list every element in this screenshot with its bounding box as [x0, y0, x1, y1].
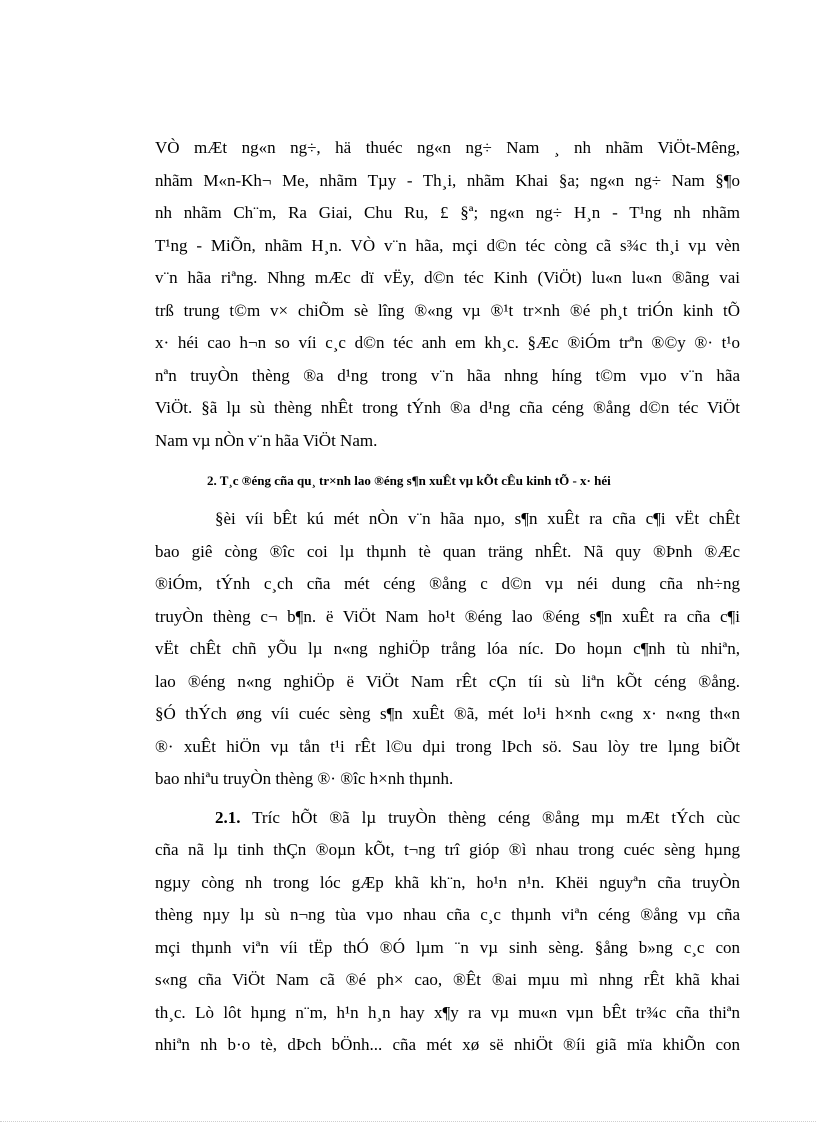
text-line: nh nhãm Ch¨m, Ra Giai, Chu Ru, £ §ª; ng«n ng÷ H¸n - T¹ng nh nhãm — [155, 203, 740, 222]
text-run: Tríc hÕt ®ã lµ truyÒn thèng céng ®ång mµ mÆt tÝch cùc — [240, 807, 740, 827]
text-line: §Ó thÝch øng víi cuéc sèng s¶n xuÊt ®ã, mét lo¹i h×nh c«ng x· n«ng th«n — [155, 704, 740, 723]
text-line: nhiªn nh b·o tè, dÞch bÖnh... cña mét xø së nhiÖt ®íi giã mïa khiÕn con — [155, 1035, 740, 1054]
text-line: s«ng cña ViÖt Nam cã ®é ph× cao, ®Êt ®ai mµu mì nhng rÊt khã khai — [155, 970, 740, 989]
text-line: ®iÓm, tÝnh c¸ch cña mét céng ®ång c d©n vµ néi dung cña nh÷ng — [155, 574, 740, 593]
paragraph-community-tradition — [155, 802, 740, 1062]
text-line: VÒ mÆt ng«n ng÷, hä thuéc ng«n ng÷ Nam ¸ nh nhãm ViÖt-Mêng, — [155, 138, 740, 157]
text-line: thèng nµy lµ sù n¬ng tùa vµo nhau cña c¸c thµnh viªn céng ®ång vµ cña — [155, 905, 740, 924]
text-line: Nam vµ nÒn v¨n hãa ViÖt Nam. — [155, 430, 378, 450]
text-line: x· héi cao h¬n so víi c¸c d©n téc anh em kh¸c. §Æc ®iÓm trªn ®©y ®· t¹o — [155, 333, 740, 352]
text-line: §èi víi bÊt kú mét nÒn v¨n hãa nµo, s¶n xuÊt ra cña c¶i vËt chÊt — [215, 509, 740, 528]
text-line: th¸c. Lò lôt hµng n¨m, h¹n h¸n hay x¶y ra vµ mu«n vµn bÊt tr¾c cña thiªn — [155, 1002, 740, 1022]
text-line — [155, 802, 740, 835]
text-line: T¹ng - MiÕn, nhãm H¸n. VÒ v¨n hãa, mçi d©n téc còng cã s¾c th¸i vµ vèn — [155, 235, 740, 255]
paragraph-production-role — [155, 503, 740, 796]
text-line: cña nã lµ tinh thÇn ®oµn kÕt, t¬ng trî gióp ®ì nhau trong cuéc sèng hµng — [155, 840, 740, 859]
paragraph-ethnic-languages — [155, 132, 740, 457]
document-body — [155, 132, 740, 1062]
subsection-number: 2.1. — [215, 807, 241, 827]
text-line: ViÖt. §ã lµ sù thèng nhÊt trong tÝnh ®a d¹ng cña céng ®ång d©n téc ViÖt — [155, 398, 740, 417]
section-heading: 2. T¸c ®éng cña qu¸ tr×nh lao ®éng s¶n xuÊt vµ kÕt cÊu kinh tÕ - x· héi — [207, 473, 611, 488]
text-line: mçi thµnh viªn víi tËp thÓ ®Ó lµm ¨n vµ sinh sèng. §ång b»ng c¸c con — [155, 937, 740, 957]
text-line: bao nhiªu truyÒn thèng ®· ®îc h×nh thµnh. — [155, 769, 454, 788]
text-line: truyÒn thèng c¬ b¶n. ë ViÖt Nam ho¹t ®éng lao ®éng s¶n xuÊt ra cña c¶i — [155, 606, 740, 626]
text-line: trß trung t©m v× chiÕm sè lîng ®«ng vµ ®¹t tr×nh ®é ph¸t triÓn kinh tÕ — [155, 300, 740, 320]
text-line: bao giê còng ®îc coi lµ thµnh tè quan träng nhÊt. Nã quy ®Þnh ®Æc — [155, 541, 740, 561]
text-line: nªn truyÒn thèng ®a d¹ng trong v¨n hãa nhng híng t©m vµo v¨n hãa — [155, 365, 740, 385]
text-line: v¨n hãa riªng. Nhng mÆc dï vËy, d©n téc Kinh (ViÖt) lu«n lu«n ®ãng vai — [155, 268, 740, 287]
text-line: vËt chÊt chñ yÕu lµ n«ng nghiÖp trång lóa níc. Do hoµn c¶nh tù nhiªn, — [155, 639, 740, 658]
text-line: lao ®éng n«ng nghiÖp ë ViÖt Nam rÊt cÇn tíi sù liªn kÕt céng ®ång. — [155, 671, 740, 691]
text-line: nhãm M«n-Kh¬ Me, nhãm Tµy - Th¸i, nhãm Khai §a; ng«n ng÷ Nam §¶o — [155, 170, 740, 190]
text-line: ®· xuÊt hiÖn vµ tån t¹i rÊt l©u dµi trong lÞch sö. Sau lòy tre lµng biÕt — [155, 736, 740, 756]
page-bottom-rule — [0, 1121, 816, 1122]
text-line: ngµy còng nh trong lóc gÆp khã kh¨n, ho¹n n¹n. Khëi nguyªn cña truyÒn — [155, 872, 740, 892]
